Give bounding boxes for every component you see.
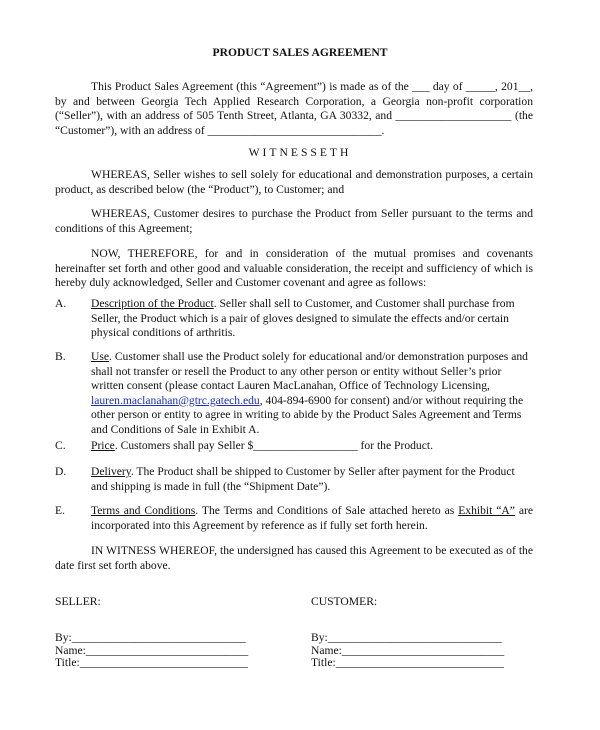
clause-a-body [91, 297, 533, 341]
seller-label: SELLER: [55, 595, 101, 608]
document-title: PRODUCT SALES AGREEMENT [212, 46, 388, 59]
clause-a-letter: A. [55, 297, 67, 310]
clause-c-heading: Price [91, 439, 115, 452]
clause-d-body [91, 465, 533, 494]
customer-signature-lines [311, 632, 504, 670]
clause-d [55, 465, 533, 494]
intro-paragraph: This Product Sales Agreement (this “Agreement”) is made as of the ___ day of _____, 201__, by and between Georgia Tech Applied Research Corporation, a Georgia non-profit corporation (“Seller”), with an address of 505 Tenth Street, Atlanta, GA 30332, and ____________________ (the “Customer”), with an address of ______________________________. [55, 80, 533, 137]
seller-by-line[interactable]: By:______________________________ [55, 631, 246, 644]
seller-title-line[interactable]: Title:_____________________________ [55, 656, 248, 669]
customer-title-line[interactable]: Title:_____________________________ [311, 656, 504, 669]
clause-e-text-after: are incorporated into this Agreement by reference as if fully set forth herein. [91, 504, 533, 532]
seller-name-line[interactable]: Name:____________________________ [55, 643, 249, 657]
customer-name-line[interactable]: Name:____________________________ [311, 643, 505, 657]
clause-b-letter: B. [55, 350, 66, 363]
clause-c-text: . Customers shall pay Seller $__________________ for the Product. [114, 439, 433, 452]
customer-label: CUSTOMER: [311, 595, 378, 608]
clause-e-body [91, 504, 533, 533]
clause-e [55, 504, 533, 533]
seller-signature-lines [55, 632, 248, 670]
clause-e-heading: Terms and Conditions [91, 504, 196, 517]
clause-b-body [91, 350, 533, 438]
contact-email-link[interactable]: lauren.maclanahan@gtrc.gatech.edu [91, 393, 260, 407]
whereas-paragraph-1: WHEREAS, Seller wishes to sell solely for educational and demonstration purposes, a certain product, as described below (the “Product”), to Customer; and [55, 168, 533, 196]
customer-by-line[interactable]: By:______________________________ [311, 631, 502, 644]
clause-d-text: . The Product shall be shipped to Customer by Seller after payment for the Product and shipping is made in full (the “Shipment Date”). [91, 465, 515, 493]
witnesseth-heading: WITNESSETH [248, 146, 352, 159]
clause-d-letter: D. [55, 465, 67, 478]
clause-e-text-before: . The Terms and Conditions of Sale attached hereto as [195, 504, 459, 517]
clause-c-body [91, 439, 533, 454]
clause-a [55, 297, 533, 341]
clause-a-heading: Description of the Product [91, 297, 214, 310]
seller-signature-block [55, 596, 101, 609]
clause-b-heading: Use [91, 350, 110, 363]
whereas-paragraph-2: WHEREAS, Customer desires to purchase the Product from Seller pursuant to the terms and conditions of this Agreement; [55, 207, 533, 235]
clause-d-heading: Delivery [91, 465, 131, 478]
clause-c-letter: C. [55, 439, 66, 452]
customer-signature-block [311, 596, 377, 609]
clause-a-text: . Seller shall sell to Customer, and Customer shall purchase from Seller, the Product which is a pair of gloves designed to simulate the effects and/or certain physical conditions of arthritis. [91, 297, 515, 340]
in-witness-paragraph: IN WITNESS WHEREOF, the undersigned has caused this Agreement to be executed as of the date first set forth above. [55, 544, 533, 572]
clause-b [55, 350, 533, 438]
clause-c [55, 439, 533, 454]
exhibit-a-reference: Exhibit “A” [458, 504, 515, 517]
clause-b-text-after: , 404-894-6900 for consent) and/or without requiring the other person or entity to agree in writing to abide by the Product Sales Agreement and Terms and Conditions of Sale in Exhibit A. [91, 393, 524, 436]
now-therefore-paragraph: NOW, THEREFORE, for and in consideration of the mutual promises and covenants hereinafter set forth and other good and valuable consideration, the receipt and sufficiency of which is hereby duly acknowledged, Seller and Customer covenant and agree as follows: [55, 247, 533, 290]
clause-e-letter: E. [55, 504, 65, 517]
clause-b-text-before: . Customer shall use the Product solely for educational and/or demonstration purposes and shall not transfer or resell the Product to any other person or entity without Seller’s prior written consent (please contact Lauren MacLanahan, Office of Technology Licensing, [91, 350, 528, 393]
